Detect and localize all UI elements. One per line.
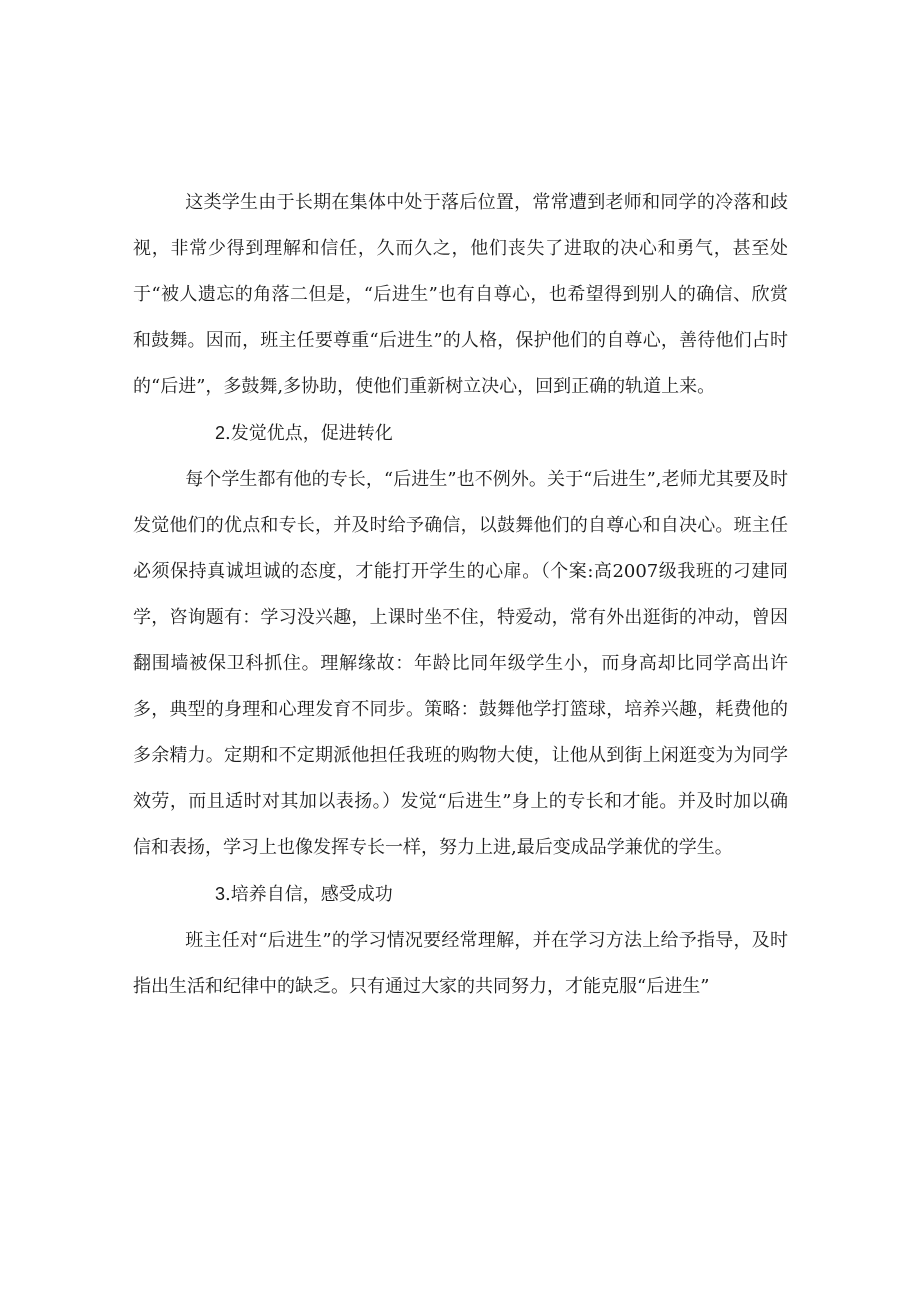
- heading-number: 2: [215, 423, 226, 443]
- paragraph-section-3: 班主任对“后进生”的学习情况要经常理解，并在学习方法上给予指导，及时指出生活和纪律中的缺乏。只有通过大家的共同努力，才能克服“后进生”: [133, 930, 788, 997]
- heading-text: .发觉优点，促进转化: [225, 423, 393, 444]
- document-body: [133, 180, 788, 1010]
- heading-number: 3: [215, 884, 226, 904]
- paragraph-section-2: 每个学生都有他的专长，“后进生”也不例外。关于“后进生”,老师尤其要及时发觉他们的优点和专长，并及时给予确信，以鼓舞他们的自尊心和自决心。班主任必须保持真诚坦诚的态度，才能打开学生的心扉。（个案:高2007级我班的刁建同学，咨询题有：学习没兴趣，上课时坐不住，特爱动，常有外出逛街的冲动，曾因翻围墙被保卫科抓住。理解缘故：年龄比同年级学生小，而身高却比同学高出许多，典型的身理和心理发育不同步。策略：鼓舞他学打篮球，培养兴趣，耗费他的多余精力。定期和不定期派他担任我班的购物大使，让他从到街上闲逛变为为同学效劳，而且适时对其加以表扬。）发觉“后进生”身上的专长和才能。并及时加以确信和表扬，学习上也像发挥专长一样，努力上进,最后变成品学兼优的学生。: [133, 469, 788, 858]
- heading-section-3: [133, 871, 788, 918]
- heading-text: .培养自信，感受成功: [225, 884, 393, 905]
- paragraph-intro: 这类学生由于长期在集体中处于落后位置，常常遭到老师和同学的冷落和歧视，非常少得到理解和信任，久而久之，他们丧失了进取的决心和勇气，甚至处于“被人遗忘的角落二但是，“后进生”也有自尊心，也希望得到别人的确信、欣赏和鼓舞。因而，班主任要尊重“后进生”的人格，保护他们的自尊心，善待他们占时的“后进”，多鼓舞,多协助，使他们重新树立决心，回到正确的轨道上来。: [133, 192, 788, 397]
- heading-section-2: [133, 410, 788, 457]
